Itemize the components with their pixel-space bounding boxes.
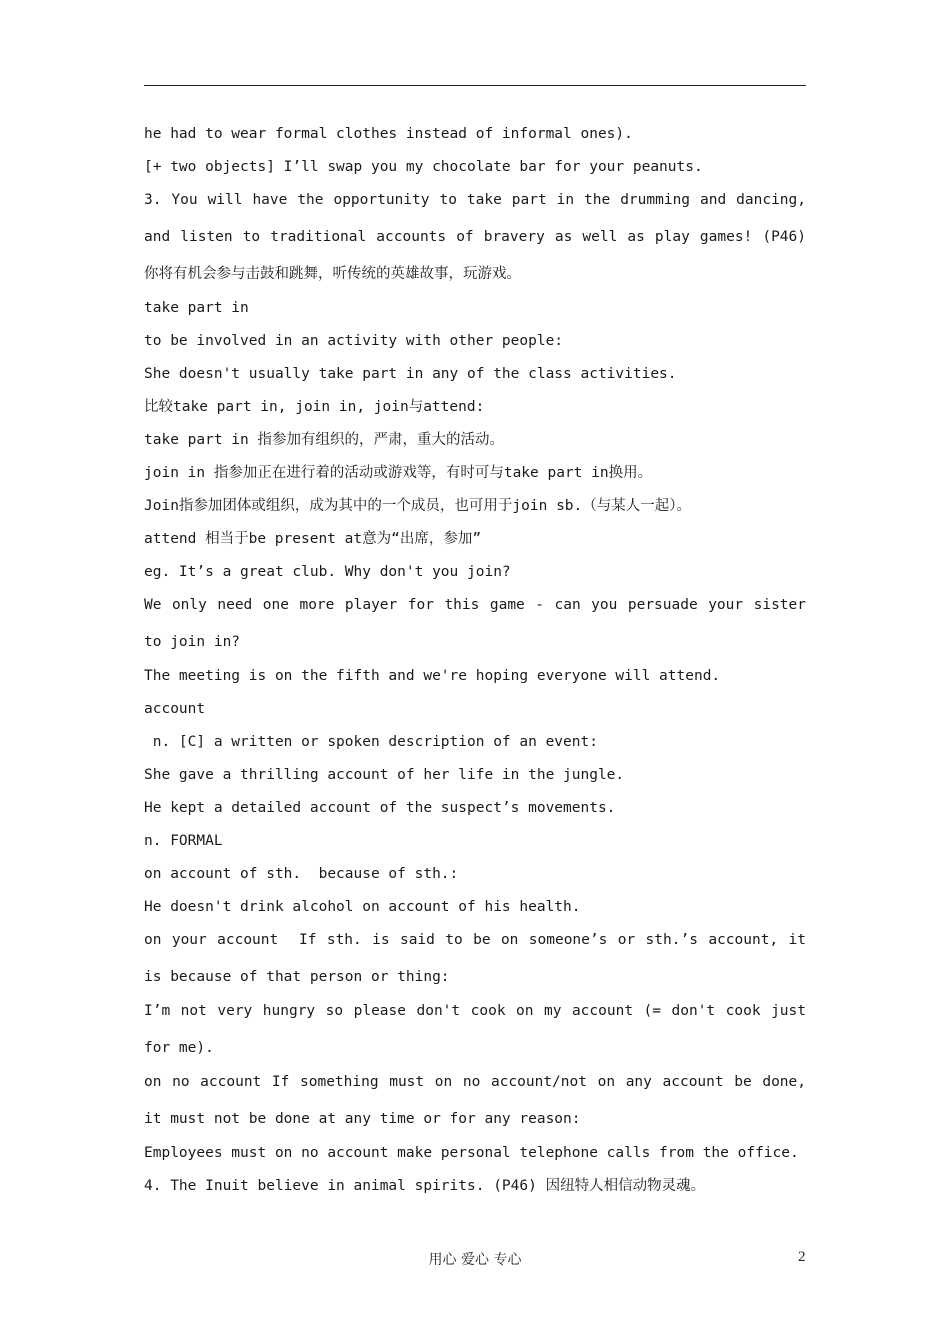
text-line: Join指参加团体或组织，成为其中的一个成员，也可用于join sb.（与某人一起）。 <box>144 498 692 514</box>
text-line: 4. The Inuit believe in animal spirits. (P46) 因纽特人相信动物灵魂。 <box>144 1178 706 1194</box>
footer-motto: 用心 爱心 专心 <box>428 1252 522 1268</box>
text-paragraph: on no account If something must on no account/not on any account be done, it must not be done at any time or for any reason: <box>144 1074 806 1127</box>
text-line: take part in 指参加有组织的，严肃，重大的活动。 <box>144 432 504 448</box>
text-line: n. [C] a written or spoken description of an event: <box>144 734 598 750</box>
text-line: take part in <box>144 300 249 316</box>
text-line: on account of sth. because of sth.: <box>144 866 459 882</box>
text-line: account <box>144 701 206 717</box>
page-number: 2 <box>798 1249 806 1265</box>
text-line: n. FORMAL <box>144 833 223 849</box>
header-rule <box>144 85 806 86</box>
text-line: Employees must on no account make personal telephone calls from the office. <box>144 1145 799 1161</box>
text-line: to be involved in an activity with other people: <box>144 333 564 349</box>
text-line: He doesn't drink alcohol on account of his health. <box>144 899 581 915</box>
text-line: he had to wear formal clothes instead of informal ones). <box>144 126 633 142</box>
text-line: [+ two objects] I’ll swap you my chocolate bar for your peanuts. <box>144 159 703 175</box>
text-line: 比较take part in, join in, join与attend: <box>144 399 485 415</box>
text-line: The meeting is on the fifth and we're hoping everyone will attend. <box>144 668 721 684</box>
text-line: She gave a thrilling account of her life in the jungle. <box>144 767 625 783</box>
text-paragraph: We only need one more player for this game - can you persuade your sister to join in? <box>144 597 806 650</box>
text-line: attend 相当于be present at意为“出席，参加” <box>144 531 482 547</box>
text-line: She doesn't usually take part in any of the class activities. <box>144 366 677 382</box>
text-paragraph: 3. You will have the opportunity to take part in the drumming and dancing, and listen to traditional accounts of bravery as well as play games! (P46) 你将有机会参与击鼓和跳舞，听传统的英雄故事，玩游戏。 <box>144 192 806 282</box>
text-paragraph: on your account If sth. is said to be on someone’s or sth.’s account, it is because of that person or thing: <box>144 932 815 985</box>
text-line: join in 指参加正在进行着的活动或游戏等，有时可与take part in换用。 <box>144 465 653 481</box>
text-paragraph: I’m not very hungry so please don't cook on my account (= don't cook just for me). <box>144 1003 806 1056</box>
document-body <box>144 124 815 1209</box>
text-line: eg. It’s a great club. Why don't you join? <box>144 564 511 580</box>
text-line: He kept a detailed account of the suspect’s movements. <box>144 800 616 816</box>
